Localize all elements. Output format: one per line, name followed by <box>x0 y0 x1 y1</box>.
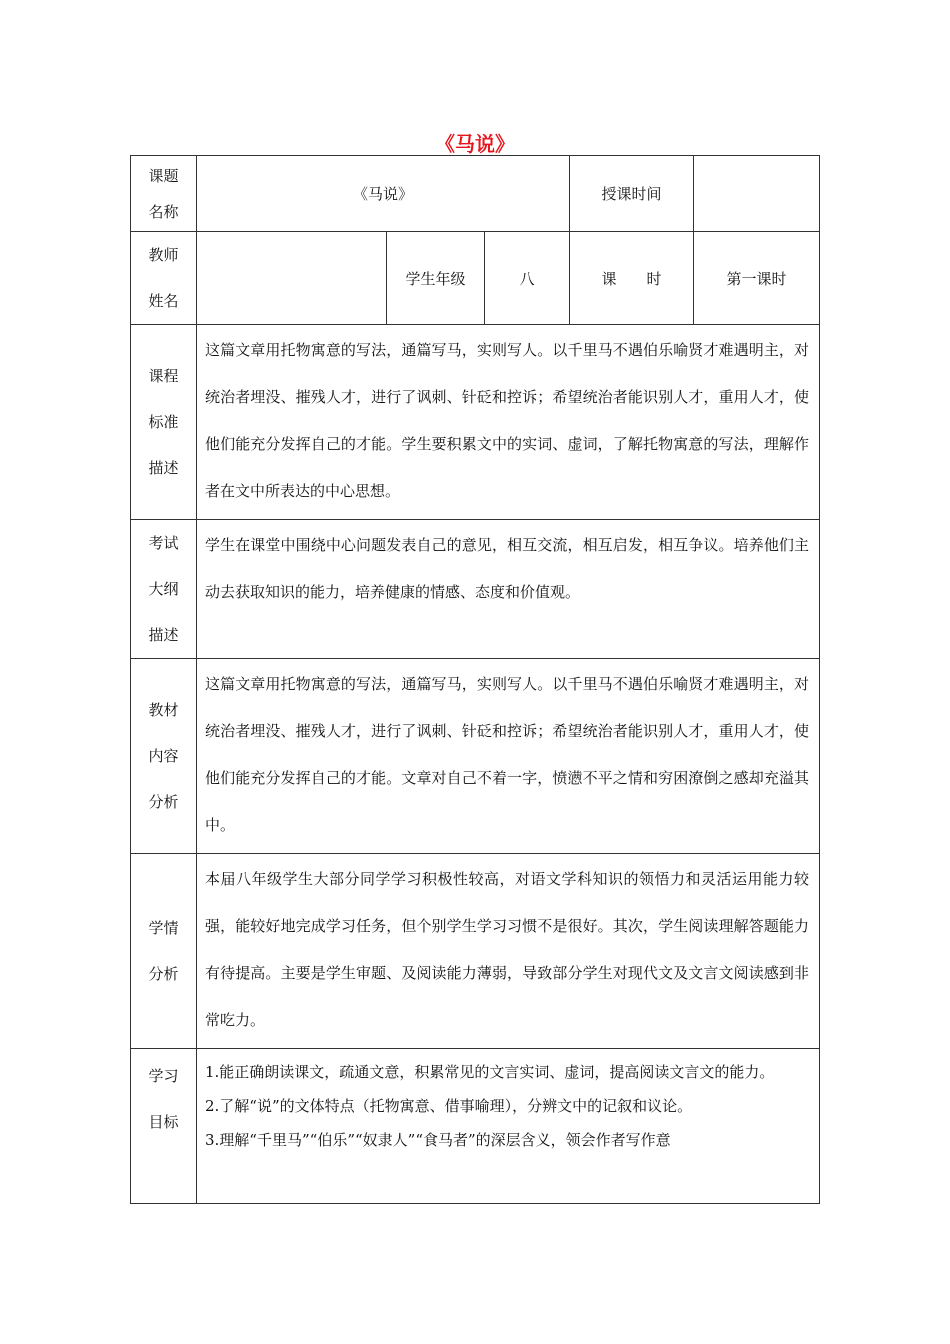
section-row-students <box>131 854 820 1049</box>
objective-item: 2.了解“说”的文体特点（托物寓意、借事喻理），分辨文中的记叙和议论。 <box>205 1097 693 1115</box>
period-label-b: 时 <box>646 269 662 288</box>
course-value-cell <box>197 156 570 232</box>
time-label: 授课时间 <box>601 185 662 203</box>
lesson-plan-table <box>130 155 820 1204</box>
course-label-cell <box>131 156 197 232</box>
section-label-cell <box>131 854 197 1049</box>
time-value-cell <box>694 156 820 232</box>
grade-label: 学生年级 <box>405 269 466 288</box>
course-row <box>131 156 820 232</box>
section-body <box>197 325 820 520</box>
teacher-label: 教师 姓名 <box>148 246 179 310</box>
period-label-a: 课 <box>601 269 617 288</box>
section-row-objectives <box>131 1049 820 1204</box>
teacher-label-cell <box>131 232 197 325</box>
period-label-cell <box>570 232 694 325</box>
grade-value-cell <box>485 232 570 325</box>
section-label: 教材 内容 分析 <box>148 701 179 811</box>
objective-item: 3.理解“千里马”“伯乐”“奴隶人”“食马者”的深层含义，领会作者写作意 <box>205 1131 671 1149</box>
section-label-cell <box>131 520 197 659</box>
course-value: 《马说》 <box>353 185 414 203</box>
grade-value: 八 <box>519 269 535 288</box>
section-paragraph: 本届八年级学生大部分同学学习积极性较高，对语文学科知识的领悟力和灵活运用能力较强，能较好地完成学习任务，但个别学生学习习惯不是很好。其次，学生阅读理解答题能力有待提高。主要是学生审题、及阅读能力薄弱，导致部分学生对现代文及文言文阅读感到非常吃力。 <box>205 870 810 1029</box>
document-title: 《马说》 <box>435 132 515 156</box>
teacher-row <box>131 232 820 325</box>
section-body <box>197 854 820 1049</box>
section-row-textbook <box>131 659 820 854</box>
period-value-cell <box>694 232 820 325</box>
section-label: 学习 目标 <box>148 1067 179 1131</box>
section-paragraph: 这篇文章用托物寓意的写法，通篇写马，实则写人。以千里马不遇伯乐喻贤才难遇明主，对统治者埋没、摧残人才，进行了讽刺、针砭和控诉；希望统治者能识别人才，重用人才，使他们能充分发挥自己的才能。文章对自己不着一字，愤懑不平之情和穷困潦倒之感却充溢其中。 <box>205 675 810 834</box>
section-paragraph: 这篇文章用托物寓意的写法，通篇写马，实则写人。以千里马不遇伯乐喻贤才难遇明主，对统治者埋没、摧残人才，进行了讽刺、针砭和控诉；希望统治者能识别人才，重用人才，使他们能充分发挥自己的才能。学生要积累文中的实词、虚词，了解托物寓意的写法，理解作者在文中所表达的中心思想。 <box>205 341 810 500</box>
course-label: 课题 名称 <box>148 166 179 221</box>
time-label-cell <box>570 156 694 232</box>
section-label: 课程 标准 描述 <box>148 367 179 477</box>
grade-label-cell <box>387 232 485 325</box>
section-row-exam <box>131 520 820 659</box>
section-label: 考试 大纲 描述 <box>148 534 179 644</box>
section-label-cell <box>131 1049 197 1204</box>
period-value: 第一课时 <box>726 269 787 288</box>
section-body <box>197 1049 820 1204</box>
section-body <box>197 520 820 659</box>
teacher-value-cell <box>197 232 387 325</box>
section-row-curriculum <box>131 325 820 520</box>
section-paragraph: 学生在课堂中围绕中心问题发表自己的意见，相互交流，相互启发，相互争议。培养他们主动去获取知识的能力，培养健康的情感、态度和价值观。 <box>205 536 810 601</box>
section-body <box>197 659 820 854</box>
section-label-cell <box>131 325 197 520</box>
objective-item: 1.能正确朗读课文，疏通文意，积累常见的文言实词、虚词，提高阅读文言文的能力。 <box>205 1063 775 1081</box>
section-label: 学情 分析 <box>148 919 179 983</box>
section-label-cell <box>131 659 197 854</box>
